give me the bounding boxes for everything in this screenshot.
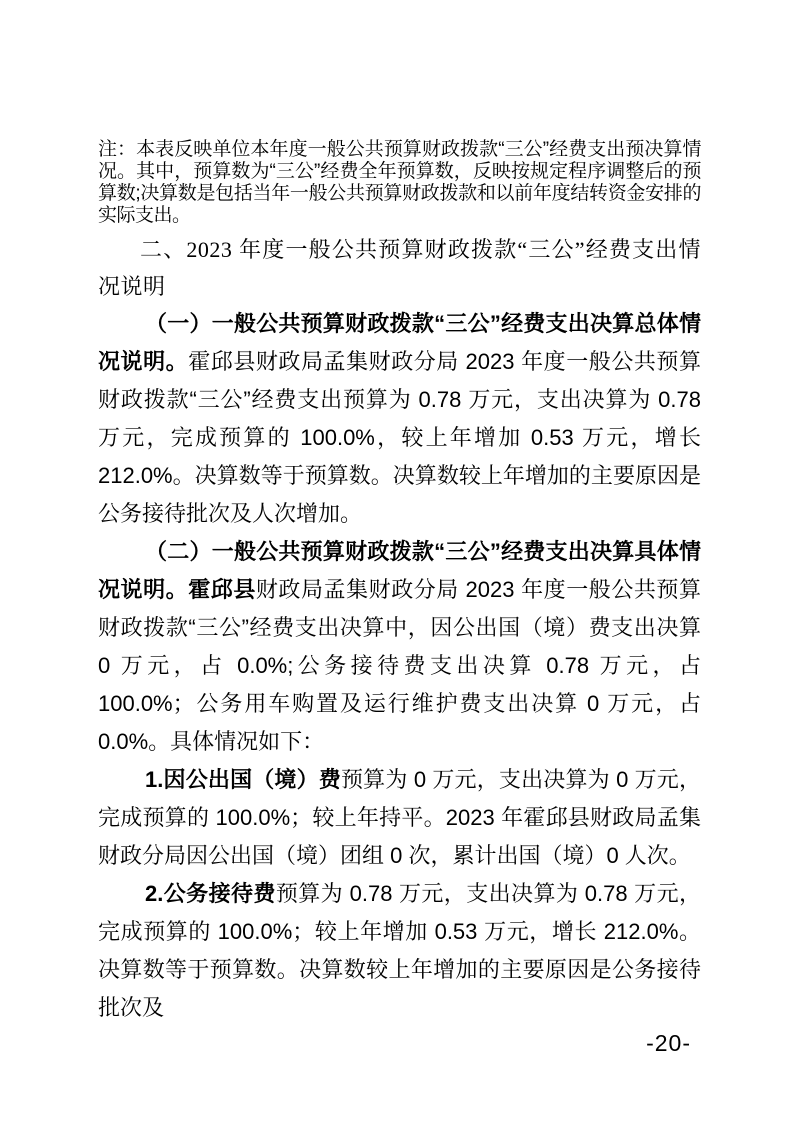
paragraph-abroad-expense [98,761,701,875]
paragraph-overall-text: 霍邱县财政局孟集财政分局 2023 年度一般公共预算财政拨款“三公”经费支出预算为 0.78 万元，支出决算为 0.78 万元，完成预算的 100.0%，较上年增加 0.53 万元，增长 212.0%。决算数等于预算数。决算数较上年增加的主要原因是公务接待批次及人次增加。 [98,349,701,526]
section-heading: 二、2023 年度一般公共预算财政拨款“三公”经费支出情况说明 [98,237,701,299]
page-number: -20- [646,1030,691,1056]
paragraph-reception-expense [98,875,701,1027]
paragraph-detail-text: 财政局孟集财政分局 2023 年度一般公共预算财政拨款“三公”经费支出决算中，因公出国（境）费支出决算 0 万元，占 0.0%;公务接待费支出决算 0.78 万元，占 100.0%；公务用车购置及运行维护费支出决算 0 万元，占 0.0%。具体情况如下： [98,577,701,754]
paragraph-overall-situation [98,305,701,533]
paragraph-overall-lead: （一）一般公共预算财政拨款“三公”经费支出决算总体情况说明。 [98,311,701,374]
paragraph-abroad-lead: 1.因公出国（境）费 [145,767,341,792]
paragraph-detail-situation [98,533,701,761]
paragraph-reception-text: 预算为 0.78 万元，支出决算为 0.78 万元，完成预算的 100.0%；较上年增加 0.53 万元，增长 212.0%。决算数等于预算数。决算数较上年增加的主要原因是公务接待批次及 [98,881,701,1020]
paragraph-detail-lead: （二）一般公共预算财政拨款“三公”经费支出决算具体情况说明。霍邱县 [98,539,701,602]
note-paragraph: 注：本表反映单位本年度一般公共预算财政拨款“三公”经费支出预决算情况。其中，预算数为“三公”经费全年预算数，反映按规定程序调整后的预算数;决算数是包括当年一般公共预算财政拨款和以前年度结转资金安排的实际支出。 [98,139,701,226]
paragraph-abroad-text: 预算为 0 万元，支出决算为 0 万元，完成预算的 100.0%；较上年持平。2023 年霍邱县财政局孟集财政分局因公出国（境）团组 0 次，累计出国（境）0 人次。 [98,767,701,868]
paragraph-reception-lead: 2.公务接待费 [145,881,276,906]
